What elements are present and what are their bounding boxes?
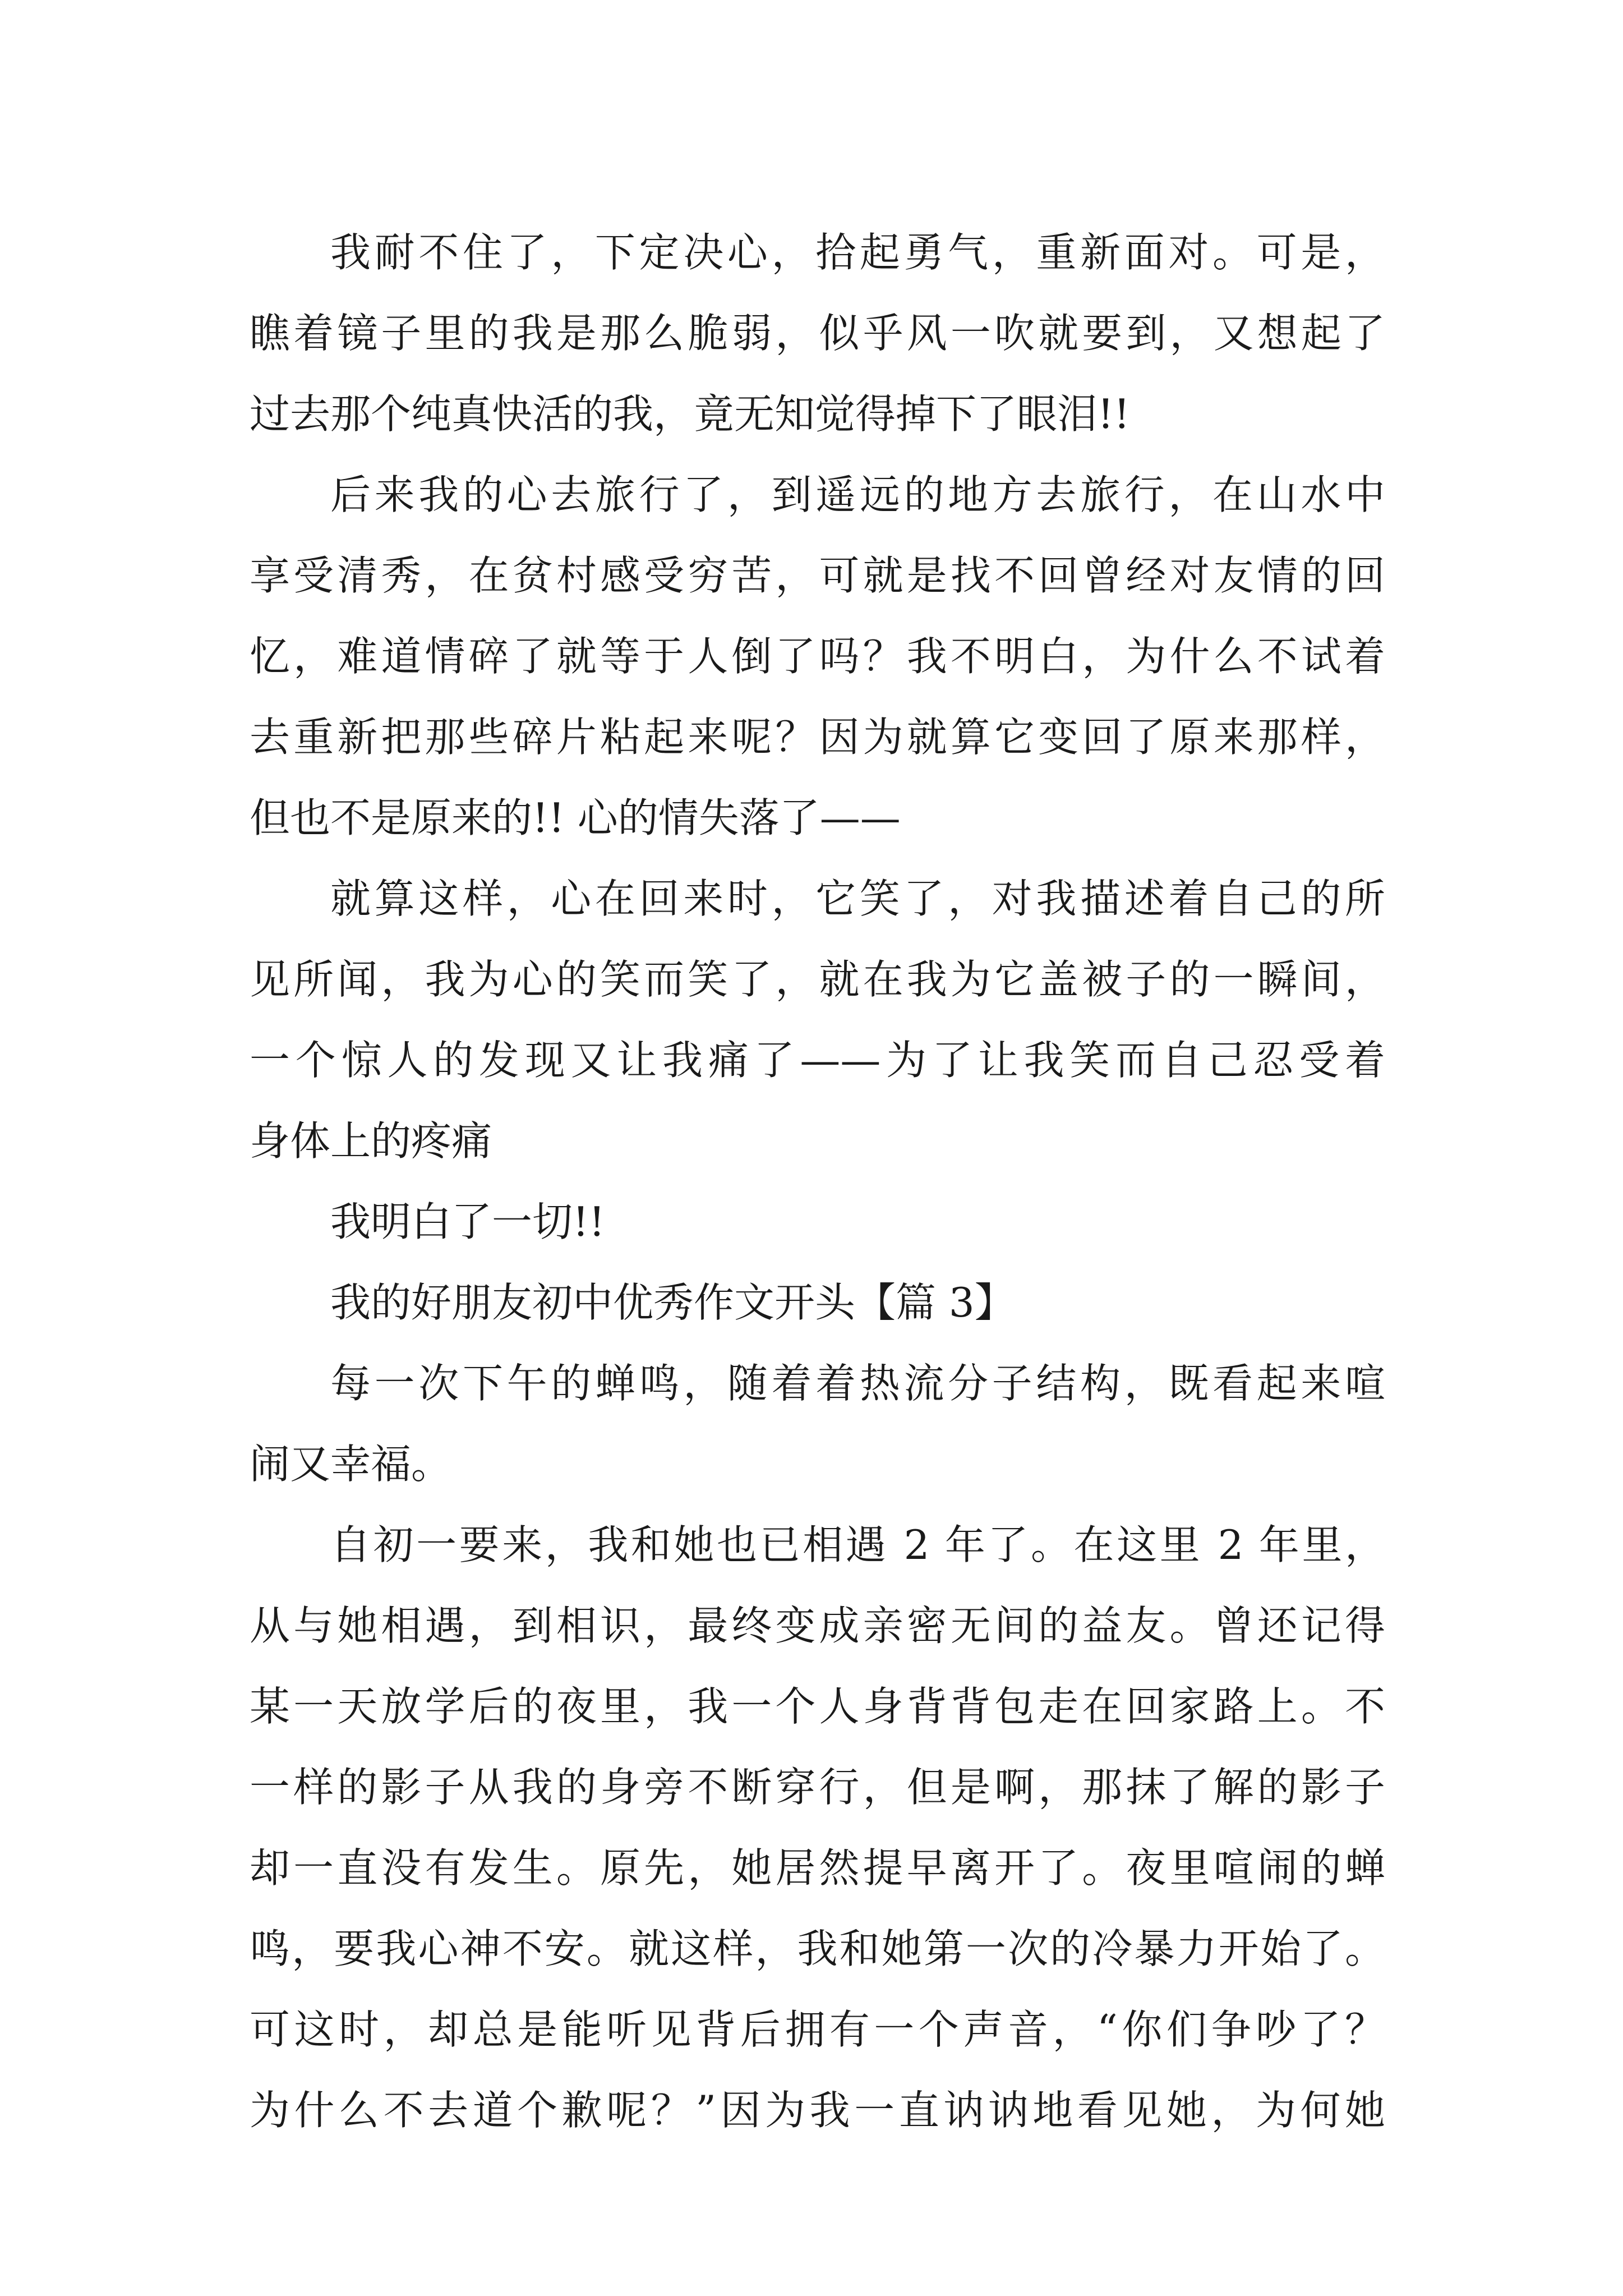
paragraph-3-line-3: 一个惊人的发现又让我痛了——为了让我笑而自己忍受着 [250,1037,1385,1084]
paragraph-3-line-4: 身体上的疼痛 [250,1117,492,1165]
paragraph-3-line-1: 就算这样，心在回来时，它笑了，对我描述着自己的所 [330,875,1385,922]
paragraph-6-line-5: 却一直没有发生。原先，她居然提早离开了。夜里喧闹的蝉 [250,1844,1385,1892]
paragraph-6-line-8: 为什么不去道个歉呢？”因为我一直讷讷地看见她，为何她 [250,2087,1385,2134]
section-heading: 我的好朋友初中优秀作文开头【篇 3】 [330,1279,1015,1326]
paragraph-6-line-1: 自初一要来，我和她也已相遇 2 年了。在这里 2 年里， [330,1521,1385,1568]
paragraph-6-line-2: 从与她相遇，到相识，最终变成亲密无间的益友。曾还记得 [250,1602,1385,1649]
paragraph-2-line-1: 后来我的心去旅行了，到遥远的地方去旅行，在山水中 [330,471,1385,518]
paragraph-1-line-1: 我耐不住了，下定决心，拾起勇气，重新面对。可是， [330,229,1385,276]
document-body [250,212,1385,2151]
paragraph-2-line-4: 去重新把那些碎片粘起来呢？因为就算它变回了原来那样， [250,714,1385,761]
paragraph-1-line-2: 瞧着镜子里的我是那么脆弱，似乎风一吹就要到，又想起了 [250,310,1385,357]
paragraph-2-line-3: 忆，难道情碎了就等于人倒了吗？我不明白，为什么不试着 [250,633,1385,680]
paragraph-5-line-2: 闹又幸福。 [250,1441,452,1488]
paragraph-6-line-3: 某一天放学后的夜里，我一个人身背背包走在回家路上。不 [250,1683,1385,1730]
paragraph-2-line-5: 但也不是原来的!! 心的情失落了—— [250,794,901,841]
paragraph-3-line-2: 见所闻，我为心的笑而笑了，就在我为它盖被子的一瞬间， [250,956,1385,1003]
paragraph-1-line-3: 过去那个纯真快活的我，竟无知觉得掉下了眼泪!! [250,390,1130,438]
paragraph-4-line-1: 我明白了一切!! [330,1198,605,1245]
paragraph-6-line-7: 可这时，却总是能听见背后拥有一个声音，“你们争吵了？ [250,2006,1385,2053]
paragraph-2-line-2: 享受清秀，在贫村感受穷苦，可就是找不回曾经对友情的回 [250,552,1385,599]
paragraph-6-line-4: 一样的影子从我的身旁不断穿行，但是啊，那抹了解的影子 [250,1764,1385,1811]
paragraph-5-line-1: 每一次下午的蝉鸣，随着着热流分子结构，既看起来喧 [330,1360,1385,1407]
paragraph-6-line-6: 鸣，要我心神不安。就这样，我和她第一次的冷暴力开始了。 [250,1925,1385,1972]
